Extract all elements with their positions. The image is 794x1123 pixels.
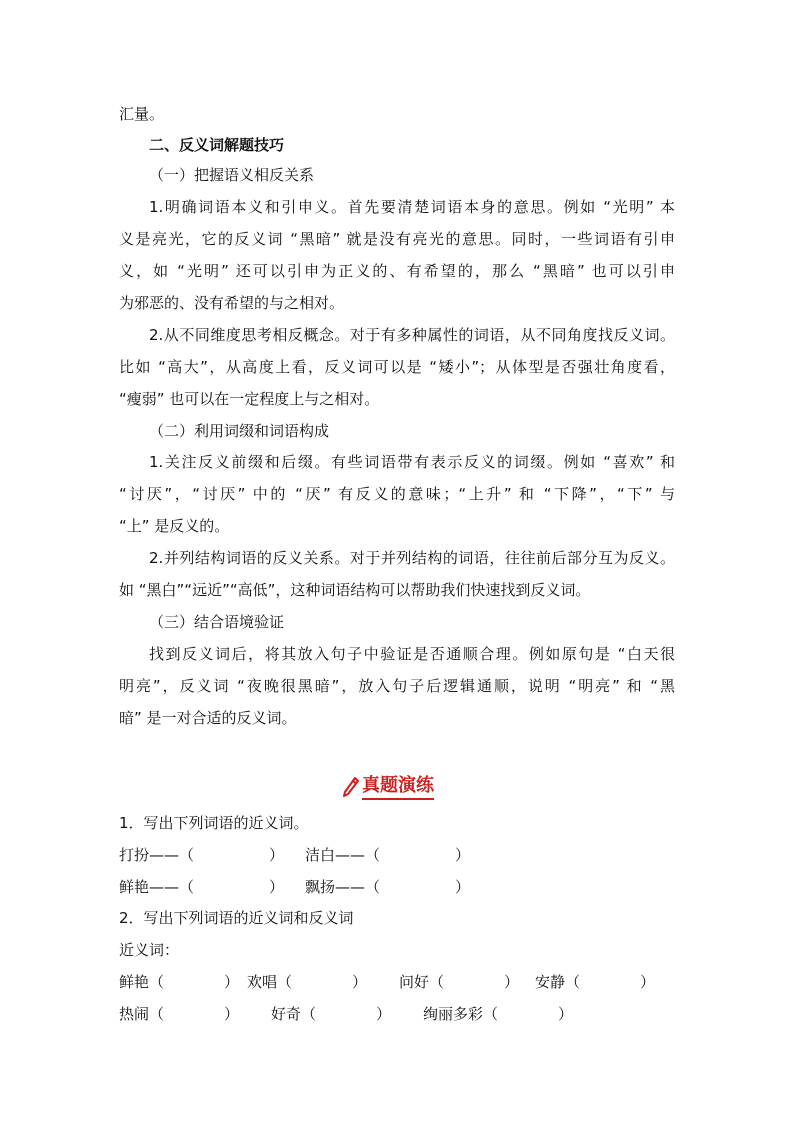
q2-row1-item-2: 欢唱（ ） xyxy=(247,973,368,991)
q1-item-4: 飘扬——（ ） xyxy=(305,878,471,896)
q2-row1-item-3: 问好（ ） xyxy=(399,973,520,991)
paragraph-1-line-2: 义是亮光，它的反义词 “黑暗” 就是没有亮光的意思。同时，一些词语有引申 xyxy=(119,230,675,248)
q2-row2-item-3: 绚丽多彩（ ） xyxy=(423,1005,574,1023)
continued-text: 汇量。 xyxy=(119,105,165,123)
q2-row1-item-1: 鲜艳（ ） xyxy=(119,973,240,991)
paragraph-4-line-2: 如 “黑白”“远近”“高低”，这种词语结构可以帮助我们快速找到反义词。 xyxy=(119,581,591,599)
pencil-icon xyxy=(342,776,360,798)
paragraph-5-line-2: 明亮”，反义词 “夜晚很黑暗”，放入句子后逻辑通顺，说明 “明亮” 和 “黑 xyxy=(119,677,675,695)
section-title-text: 真题演练 xyxy=(362,775,434,800)
paragraph-3-line-1: 1.关注反义前缀和后缀。有些词语带有表示反义的词缀。例如 “喜欢” 和 xyxy=(149,453,675,471)
synonym-label: 近义词： xyxy=(119,941,180,959)
paragraph-5-line-3: 暗” 是一对合适的反义词。 xyxy=(119,709,297,727)
q2-row1-item-4: 安静（ ） xyxy=(535,973,656,991)
q1-item-1: 打扮——（ ） xyxy=(119,846,285,864)
paragraph-3-line-2: “讨厌”，“讨厌” 中的 “厌” 有反义的意味；“上升” 和 “下降”，“下” 与 xyxy=(119,485,675,503)
subheading-1: （一）把握语义相反关系 xyxy=(149,166,315,184)
q1-item-2: 洁白——（ ） xyxy=(305,846,471,864)
question-1: 1．写出下列词语的近义词。 xyxy=(119,814,309,832)
q2-row2-item-1: 热闹（ ） xyxy=(119,1005,240,1023)
paragraph-2-line-2: 比如 “高大”，从高度上看，反义词可以是 “矮小”；从体型是否强壮角度看， xyxy=(119,358,675,376)
paragraph-2-line-3: “瘦弱” 也可以在一定程度上与之相对。 xyxy=(119,390,380,408)
paragraph-3-line-3: “上” 是反义的。 xyxy=(119,517,230,535)
paragraph-2-line-1: 2.从不同维度思考相反概念。对于有多种属性的词语，从不同角度找反义词。 xyxy=(149,326,675,344)
paragraph-4-line-1: 2.并列结构词语的反义关系。对于并列结构的词语，往往前后部分互为反义。 xyxy=(149,549,675,567)
subheading-2: （二）利用词缀和词语构成 xyxy=(149,422,330,440)
paragraph-1-line-1: 1.明确词语本义和引申义。首先要清楚词语本身的意思。例如 “光明” 本 xyxy=(149,198,675,216)
q1-item-3: 鲜艳——（ ） xyxy=(119,878,285,896)
question-2: 2．写出下列词语的近义词和反义词 xyxy=(119,909,354,927)
paragraph-1-line-4: 为邪恶的、没有希望的与之相对。 xyxy=(119,294,345,312)
section-title-practice xyxy=(342,772,434,802)
paragraph-5-line-1: 找到反义词后，将其放入句子中验证是否通顺合理。例如原句是 “白天很 xyxy=(149,645,675,663)
heading-antonym-techniques: 二、反义词解题技巧 xyxy=(149,136,285,154)
paragraph-1-line-3: 义，如 “光明” 还可以引申为正义的、有希望的，那么 “黑暗” 也可以引申 xyxy=(119,262,675,280)
subheading-3: （三）结合语境验证 xyxy=(149,613,285,631)
q2-row2-item-2: 好奇（ ） xyxy=(271,1005,392,1023)
